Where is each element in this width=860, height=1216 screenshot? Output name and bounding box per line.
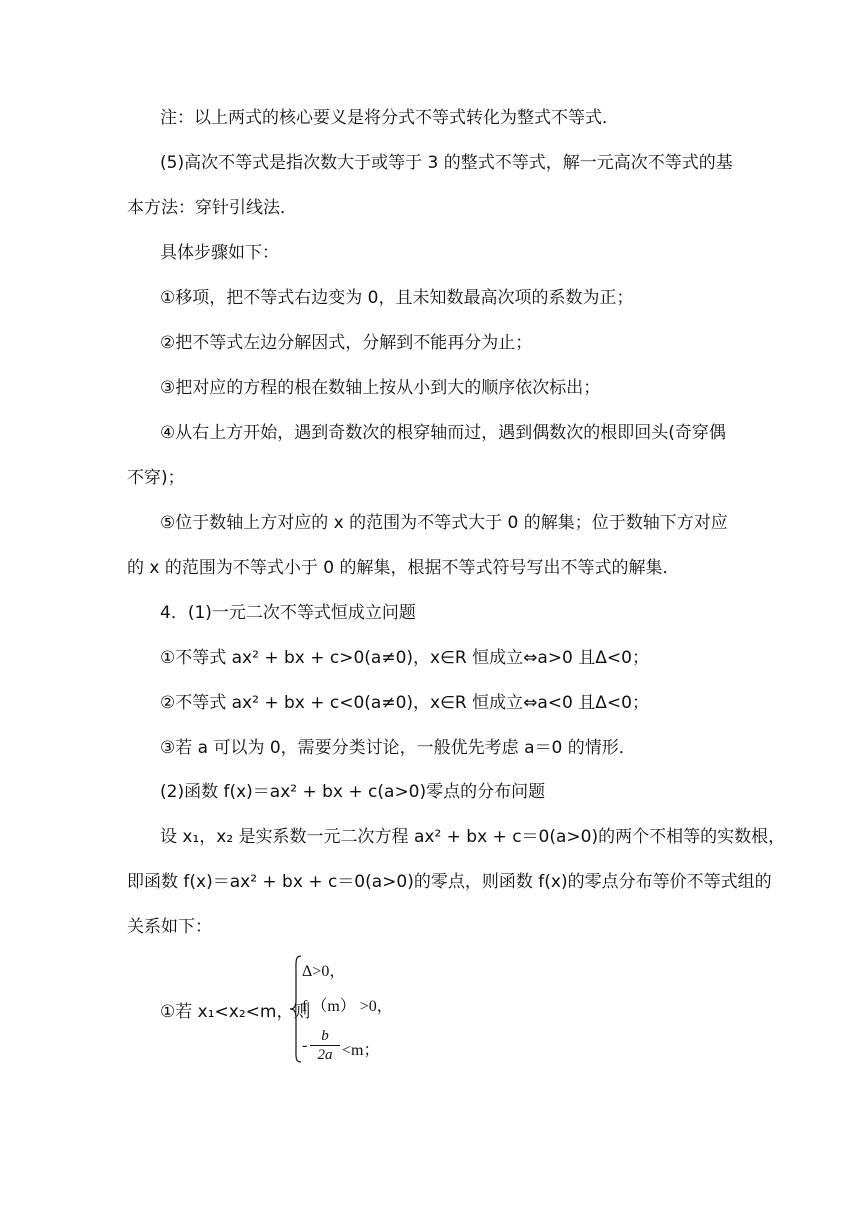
system-row-1: Δ>0，: [302, 963, 346, 980]
step-4-line2: 不穿)；: [127, 468, 185, 488]
step-5-line1: ⑤位于数轴上方对应的 x 的范围为不等式大于 0 的解集；位于数轴下方对应: [160, 513, 728, 533]
system-row-2: f （m） >0，: [302, 998, 393, 1015]
condition-2: ②不等式 ax² + bx + c<0(a≠0)，x∈R 恒成立⇔a<0 且Δ<0；: [160, 693, 649, 713]
item5-line1: (5)高次不等式是指次数大于或等于 3 的整式不等式，解一元高次不等式的基: [160, 153, 733, 173]
step-1: ①移项，把不等式右边变为 0，且未知数最高次项的系数为正；: [160, 288, 634, 308]
sub2-title: (2)函数 f(x)＝ax² + bx + c(a>0)零点的分布问题: [160, 782, 546, 802]
steps-title: 具体步骤如下：: [160, 243, 279, 263]
inequality-system: [288, 952, 428, 1067]
step-2: ②把不等式左边分解因式，分解到不能再分为止；: [160, 333, 533, 353]
condition-1: ①不等式 ax² + bx + c>0(a≠0)，x∈R 恒成立⇔a>0 且Δ<0；: [160, 648, 649, 668]
case1-label: ①若 x₁<x₂<m，则: [160, 1002, 311, 1022]
step-4-line1: ④从右上方开始，遇到奇数次的根穿轴而过，遇到偶数次的根即回头(奇穿偶: [160, 423, 726, 443]
fraction-numerator: b: [321, 1028, 329, 1044]
paragraph-line3: 关系如下：: [127, 917, 212, 937]
fraction-bar: [310, 1045, 340, 1046]
note-text: 注：以上两式的核心要义是将分式不等式转化为整式不等式．: [160, 108, 619, 128]
condition-3: ③若 a 可以为 0，需要分类讨论，一般优先考虑 a＝0 的情形．: [160, 738, 636, 758]
system-row-3-prefix: -: [302, 1037, 308, 1054]
paragraph-line2: 即函数 f(x)＝ax² + bx + c＝0(a>0)的零点，则函数 f(x)的零点分布等价不等式组的: [127, 872, 772, 892]
system-row-3-suffix: <m；: [342, 1042, 380, 1059]
paragraph-line1: 设 x₁，x₂ 是实系数一元二次方程 ax² + bx + c＝0(a>0)的两个不相等的实数根，: [160, 827, 786, 847]
step-5-line2: 的 x 的范围为不等式小于 0 的解集，根据不等式符号写出不等式的解集．: [127, 558, 680, 578]
step-3: ③把对应的方程的根在数轴上按从小到大的顺序依次标出；: [160, 378, 601, 398]
fraction-denominator: 2a: [317, 1047, 333, 1063]
item5-line2: 本方法：穿针引线法．: [127, 198, 297, 218]
fraction-b-over-2a: [310, 1028, 340, 1063]
section4-title: 4．(1)一元二次不等式恒成立问题: [160, 603, 416, 623]
